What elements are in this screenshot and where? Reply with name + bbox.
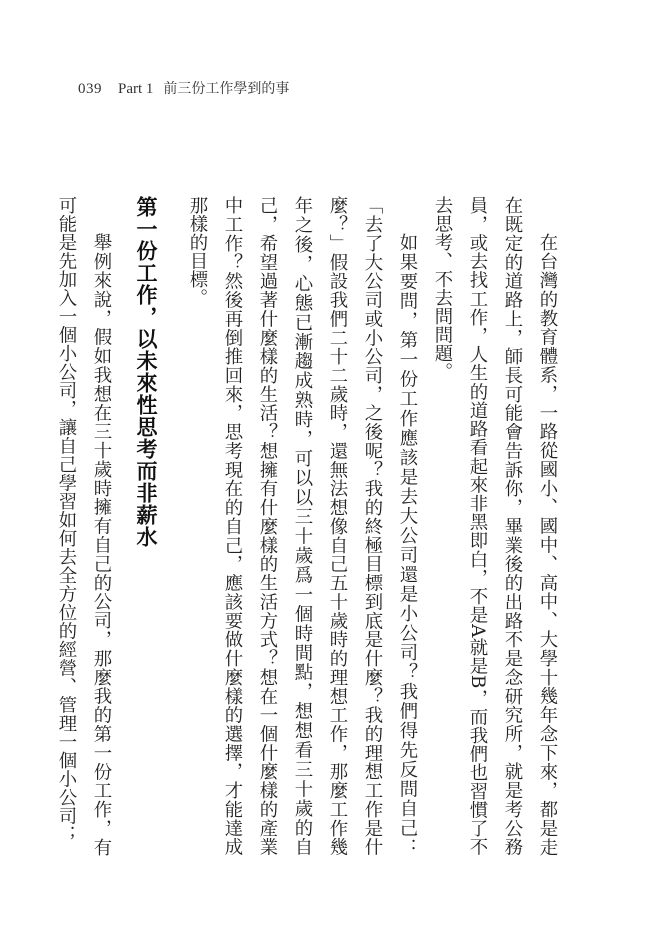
section-heading: 第一份工作，以未來性思考而非薪水 <box>134 196 158 548</box>
page-header <box>78 78 289 98</box>
paragraph-1: 在台灣的教育體系，一路從國小、國中、高中、大學十幾年念下來，都是走在既定的道路上，師長可能會告訴你，畢業後的出路不是念研究所，就是考公務員，或去找工作，人生的道路看起來非黑即白，不是A就是B，而我們也習慣了不去思考、不去問問題。 <box>432 196 558 856</box>
page-number: 039 <box>78 81 102 97</box>
chapter-title: 前三份工作學到的事 <box>163 82 290 97</box>
paragraph-3: 舉例來說，假如我想在三十歲時擁有自己的公司，那麼我的第一份工作，有可能是先加入一個小公司，讓自己學習如何去全方位的經營、管理一個小公司； <box>56 196 112 856</box>
paragraph-2: 如果要問，第一份工作應該是去大公司還是小公司？我們得先反問自己：「去了大公司或小公司，之後呢？我的終極目標到底是什麼？我的理想工作是什麼？」假設我們二十二歲時，還無法想像自己五十歲時的理想工作，那麼工作幾年之後，心態已漸趨成熟時，可以以三十歲爲一個時間點，想想看三十歲的自己，希望過著什麼樣的生活？想擁有什麼樣的生活方式？想在一個什麼樣的產業中工作？然後再倒推回來，思考現在的自己，應該要做什麼樣的選擇，才能達成那樣的目標。 <box>187 196 418 856</box>
body-text <box>49 196 565 856</box>
part-label: Part 1 <box>118 81 154 97</box>
